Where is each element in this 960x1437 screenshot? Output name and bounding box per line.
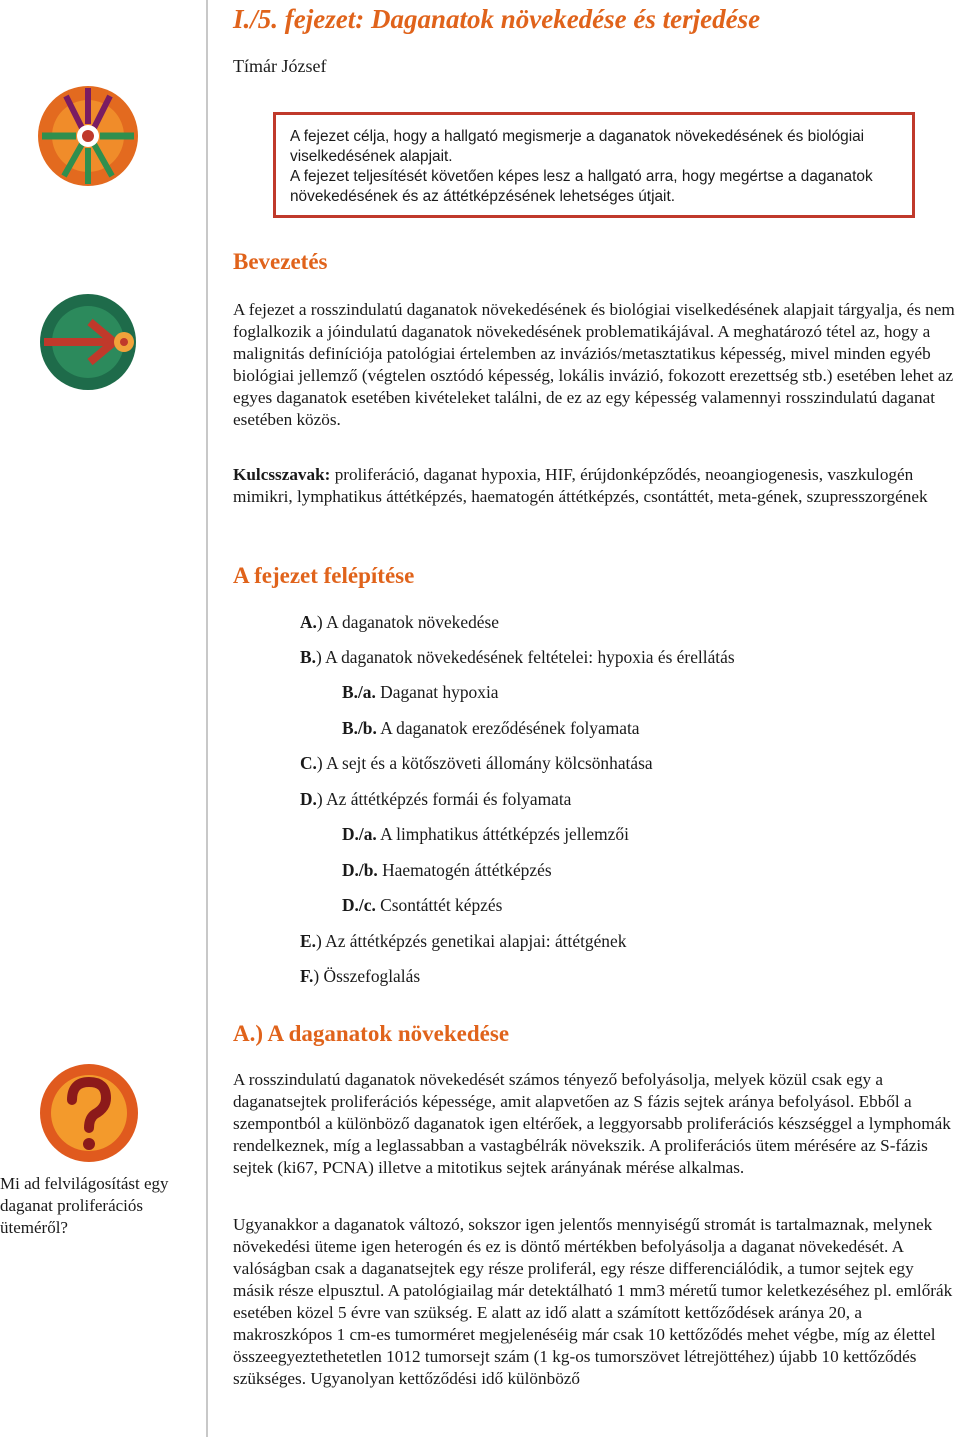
toc-item: A.) A daganatok növekedése bbox=[300, 612, 499, 632]
keywords-paragraph bbox=[233, 464, 957, 508]
intro-heading: Bevezetés bbox=[233, 249, 328, 274]
page-margin-rule bbox=[206, 0, 208, 1437]
keywords-label: Kulcsszavak: bbox=[233, 465, 331, 484]
chapter-title: I./5. fejezet: Daganatok növekedése és terjedése bbox=[233, 4, 761, 34]
toc-item: F.) Összefoglalás bbox=[300, 966, 421, 986]
section-a-paragraph-2: Ugyanakkor a daganatok változó, sokszor igen jelentős mennyiségű stromát is tartalmaznak, melynek növekedési üteme igen heterogén és ez is döntő mértékben befolyásolja a daganat növekedését. A valóságban csak a daganatsejtek egy része proliferál, egy része differenciálódik, a tumor sejtek egy másik része elpusztul. A patológiailag már detektálható 1 mm3 méretű tumor keletkezéséhez pl. emlőrák esetében közel 5 évre van szükség. E alatt az idő alatt a számított kettőződések aránya 20, a makroszkópos 1 cm-es tumorméret megjelenéséig már csak 10 kettőződés mehet végbe, míg az élettel összeegyeztethetetlen 1012 tumorsejt szám (1 kg-os tumorszövet létrejöttéhez) újabb 10 kettőződés szükséges. Ugyanolyan kettőződési idő különböző bbox=[233, 1215, 953, 1388]
toc-item: C.) A sejt és a kötőszöveti állomány kölcsönhatása bbox=[300, 753, 653, 773]
toc-subitem: B./a. Daganat hypoxia bbox=[342, 682, 499, 702]
target-compass-icon bbox=[36, 84, 140, 188]
keywords-list: proliferáció, daganat hypoxia, HIF, érújdonképződés, neoangiogenesis, vaszkulogén mimikri, lymphatikus áttétképzés, haematogén áttétképzés, csontáttét, meta-gének, szupresszorgének bbox=[233, 465, 928, 506]
author-name: Tímár József bbox=[233, 56, 327, 76]
toc-subitem: D./c. Csontáttét képzés bbox=[342, 895, 503, 915]
toc-item: D.) Az áttétképzés formái és folyamata bbox=[300, 789, 572, 809]
toc-subitem: D./b. Haematogén áttétképzés bbox=[342, 860, 552, 880]
intro-paragraph: A fejezet a rosszindulatú daganatok növekedésének és biológiai viselkedésének alapjait tárgyalja, és nem foglalkozik a jóindulatú daganatok növekedésének problematikájával. A meghatározó tétel az, hogy a malignitás definíciója patológiai értelemben az inváziós/metasztatikus képesség, mivel minden egyéb biológiai jellemző (végtelen osztódó képesség, lokális invázió, fokozott erezettség stb.) esetében lehet az egyes daganatok esetében kivételeket találni, de ez az egy képesség valamennyi rosszindulatú daganat esetében közös. bbox=[233, 300, 955, 429]
goal-text-1: A fejezet célja, hogy a hallgató megismerje a daganatok növekedésének és biológiai viselkedésének alapjait. bbox=[290, 128, 865, 165]
toc-item: E.) Az áttétképzés genetikai alapjai: áttétgének bbox=[300, 931, 627, 951]
question-mark-icon bbox=[38, 1062, 140, 1164]
toc-subitem: D./a. A limphatikus áttétképzés jellemzői bbox=[342, 824, 629, 844]
goal-text-2: A fejezet teljesítését követően képes lesz a hallgató arra, hogy megértse a daganatok növekedésének és az áttétképzésének lehetséges útjait. bbox=[290, 168, 873, 205]
arrow-target-icon bbox=[38, 292, 138, 392]
section-a-paragraph-1: A rosszindulatú daganatok növekedését számos tényező befolyásolja, melyek közül csak egy a daganatsejtek proliferációs képessége, amit alapvetően az S fázis sejtek aránya befolyásol. Ebből a szempontból a különböző daganatok igen eltérőek, a leggyorsabb proliferációs készséggel a lymphomák rendelkeznek, míg a leglassabban a vastagbélrák növekszik. A proliferációs ütem mérésére az S-fázis sejtek (ki67, PCNA) illetve a mitotikus sejtek arányának mérése alkalmas. bbox=[233, 1070, 951, 1177]
toc-item: B.) A daganatok növekedésének feltételei: hypoxia és érellátás bbox=[300, 647, 735, 667]
toc-subitem: B./b. A daganatok ereződésének folyamata bbox=[342, 718, 640, 738]
structure-heading: A fejezet felépítése bbox=[233, 563, 415, 588]
chapter-goal-box bbox=[273, 112, 915, 218]
section-a-heading: A.) A daganatok növekedése bbox=[233, 1021, 510, 1046]
margin-question: Mi ad felvilágosítást egy daganat proliferációs üteméről? bbox=[0, 1174, 169, 1237]
